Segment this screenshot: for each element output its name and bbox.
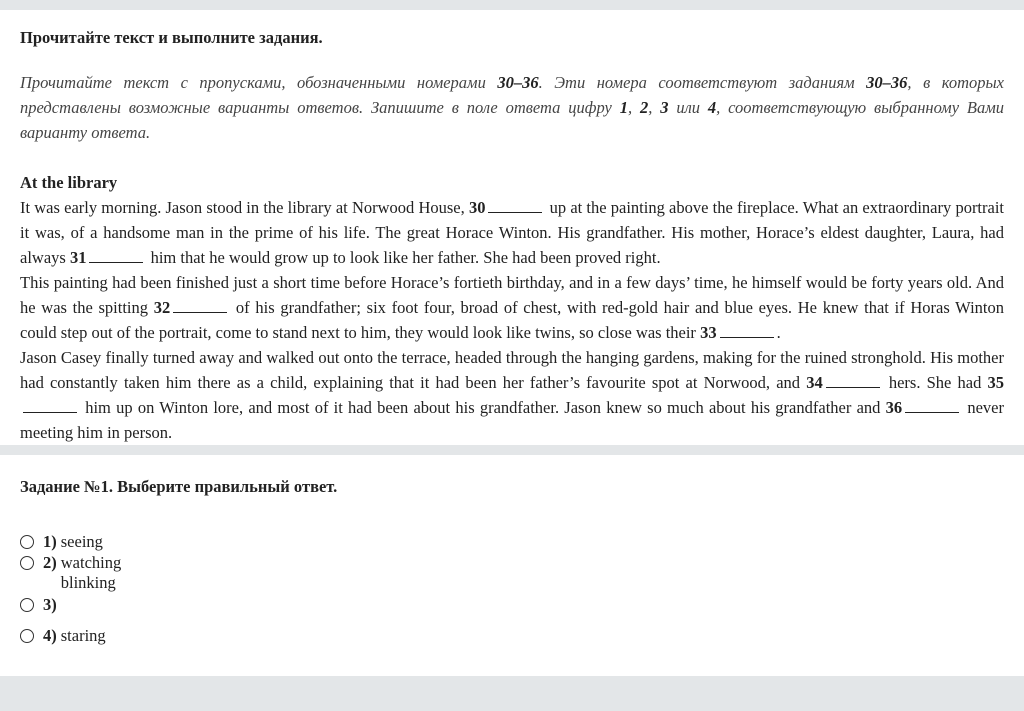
passage [20, 195, 1004, 445]
passage-text: of his grandfather; six foot four, broad of chest, with red-gold hair and blue eyes. He knew that if Horas Winton could step out of the portrait, come to stand next to him, they would look like twins, so close was their [20, 298, 1005, 342]
answer-options [20, 531, 1004, 646]
page-heading: Прочитайте текст и выполните задания. [20, 28, 323, 47]
answer-option-3[interactable]: 3) blinking [20, 573, 1004, 615]
gap-blank [89, 248, 143, 263]
gap-blank [23, 398, 77, 413]
answer-option-2[interactable]: 2) watching [20, 552, 1004, 573]
gap-number: 36 [885, 398, 903, 417]
passage-text: him that he would grow up to look like her father. She had been proved right. [146, 248, 661, 267]
reading-card [0, 10, 1024, 445]
passage-text: It was early morning. Jason stood in the library at Norwood House, [20, 198, 469, 217]
gap-blank [720, 323, 774, 338]
gap-number: 34 [806, 373, 823, 392]
gap-number: 35 [987, 373, 1004, 392]
top-strip [0, 0, 1024, 10]
passage-paragraph-3 [20, 345, 1004, 445]
radio-button[interactable] [20, 629, 34, 643]
text-title: At the library [20, 173, 118, 192]
gap-number: 31 [69, 248, 87, 267]
passage-text: Jason Casey finally turned away and walked out onto the terrace, headed through the hanging gardens, making for the ruined stronghold. His mother had constantly taken him there as a child, explaining that it had been her father’s favourite spot at Norwood, and [20, 348, 1004, 392]
answer-option-1[interactable]: 1) seeing [20, 531, 1004, 552]
passage-paragraph-1 [20, 195, 1004, 270]
gap-blank [488, 198, 542, 213]
gap-number: 30 [468, 198, 486, 217]
radio-button[interactable] [20, 535, 34, 549]
answer-option-4[interactable]: 4) staring [20, 625, 1004, 646]
passage-text: never meeting him in person. [20, 398, 1004, 442]
gap-number: 32 [153, 298, 171, 317]
passage-text: . [776, 323, 781, 342]
gap-blank [905, 398, 959, 413]
passage-text: up at the painting above the fireplace. What an extraordinary portrait it was, of a handsome man in the prime of his life. The great Horace Winton. His grandfather. His mother, Horace’s eldest daughter, Laura, had always [20, 198, 1005, 267]
task-title: Задание №1. Выберите правильный ответ. [20, 477, 338, 496]
gap-blank [173, 298, 227, 313]
radio-button[interactable] [20, 556, 34, 570]
gap-number: 33 [700, 323, 717, 342]
radio-button[interactable] [20, 598, 34, 612]
passage-text: hers. She had [882, 373, 988, 392]
instruction-text: Прочитайте текст с пропусками, обозначенными номерами 30–36. Эти номера соответствуют заданиям 30–36, в которых представлены возможные варианты ответов. Запишите в поле ответа цифру 1, 2, 3 или 4, соответствующую выбранному Вами варианту ответа. [20, 73, 1005, 142]
passage-paragraph-2 [20, 270, 1004, 345]
section-divider [0, 445, 1024, 455]
passage-text: This painting had been finished just a short time before Horace’s fortieth birthday, and in a few days’ time, he himself would be forty years old. And he was the spitting [20, 273, 1004, 317]
gap-blank [826, 373, 880, 388]
passage-text: him up on Winton lore, and most of it had been about his grandfather. Jason knew so much about his grandfather and [80, 398, 886, 417]
task-card [0, 455, 1024, 676]
